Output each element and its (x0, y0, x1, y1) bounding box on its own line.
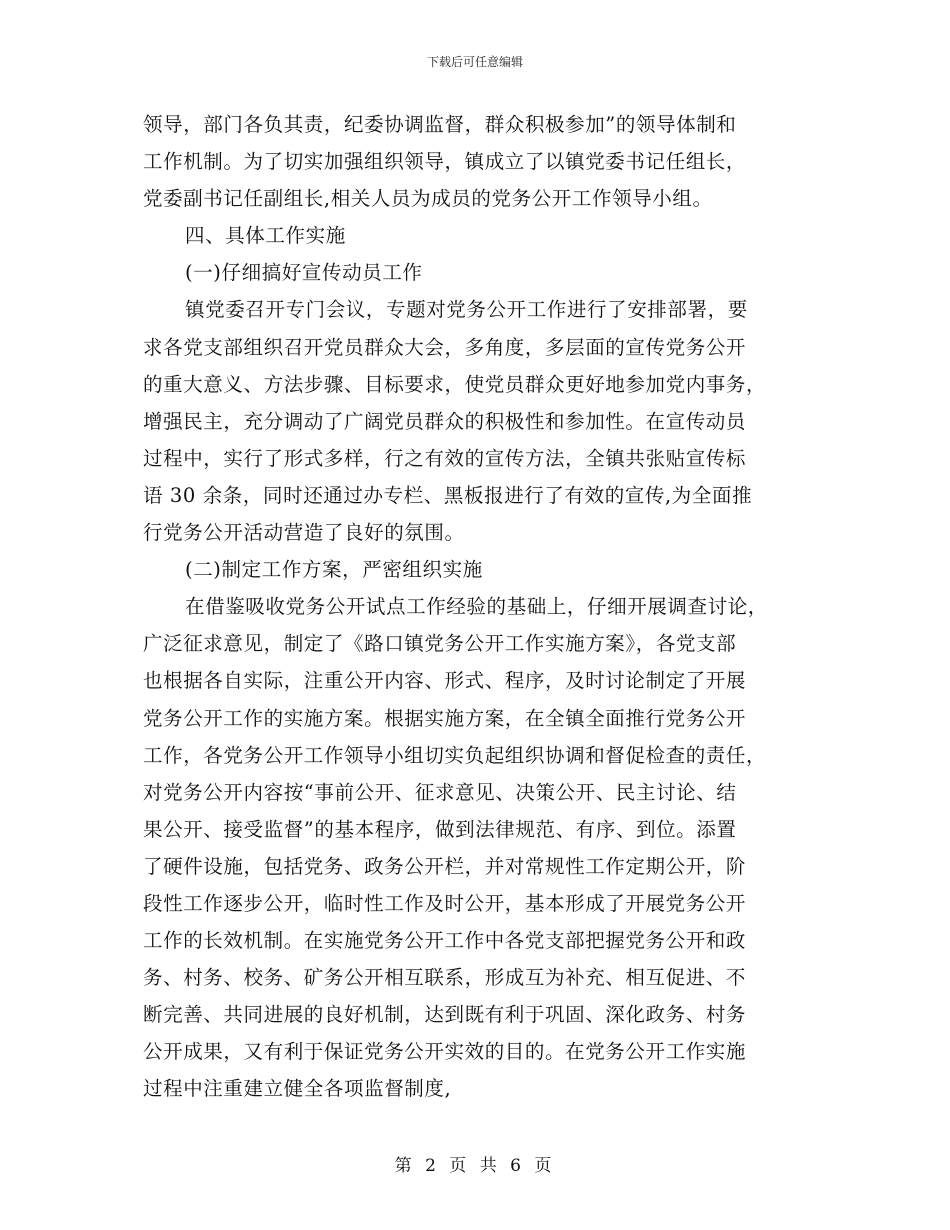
body-line: 果公开、接受监督”的基本程序，做到法律规范、有序、到位。添置 (143, 817, 737, 841)
body-line: 行党务公开活动营造了良好的氛围。 (143, 521, 465, 545)
body-line: 广泛征求意见，制定了《路口镇党务公开工作实施方案》，各党支部 (143, 632, 737, 656)
body-line: 在借鉴吸收党务公开试点工作经验的基础上，仔细开展调查讨论， (185, 595, 768, 619)
body-line: 领导，部门各负其责，纪委协调监督，群众积极参加”的领导体制和 (143, 113, 737, 136)
page-number: 第 2 页 共 6 页 (394, 1156, 556, 1176)
section-heading: 四、具体工作实施 (185, 224, 346, 248)
body-line: 的重大意义、方法步骤、目标要求，使党员群众更好地参加党内事务， (143, 372, 767, 396)
body-line: 公开成果，又有利于保证党务公开实效的目的。在党务公开工作实施 (143, 1040, 747, 1064)
body-line: 对党务公开内容按“事前公开、征求意见、决策公开、民主讨论、结 (143, 780, 737, 804)
page-header: 下载后可任意编辑 (426, 55, 523, 69)
body-line: 过程中注重建立健全各项监督制度, (143, 1077, 452, 1101)
subsection-heading: (二)制定工作方案，严密组织实施 (185, 558, 483, 582)
body-line: 党委副书记任副组长,相关人员为成员的党务公开工作领导小组。 (143, 187, 713, 211)
body-line: 务、村务、校务、矿务公开相互联系，形成互为补充、相互促进、不 (143, 966, 747, 990)
body-line: 段性工作逐步公开，临时性工作及时公开，基本形成了开展党务公开 (143, 891, 747, 915)
body-line: 工作的长效机制。在实施党务公开工作中各党支部把握党务公开和政 (143, 929, 747, 953)
body-line: 语 30 余条，同时还通过办专栏、黑板报进行了有效的宣传,为全面推 (143, 483, 753, 507)
body-line: 求各党支部组织召开党员群众大会，多角度，多层面的宣传党务公开 (143, 335, 747, 359)
body-line: 增强民主，充分调动了广阔党员群众的积极性和参加性。在宣传动员 (143, 409, 747, 433)
body-line: 镇党委召开专门会议，专题对党务公开工作进行了安排部署，要 (185, 298, 748, 322)
subsection-heading: (一)仔细搞好宣传动员工作 (185, 261, 423, 285)
body-line: 党务公开工作的实施方案。根据实施方案，在全镇全面推行党务公开 (143, 706, 747, 730)
document-body (143, 106, 807, 1108)
body-line: 也根据各自实际，注重公开内容、形式、程序，及时讨论制定了开展 (143, 669, 747, 693)
body-line: 工作机制。为了切实加强组织领导，镇成立了以镇党委书记任组长， (143, 150, 747, 174)
body-line: 断完善、共同进展的良好机制，达到既有利于巩固、深化政务、村务 (143, 1003, 747, 1027)
body-line: 过程中，实行了形式多样，行之有效的宣传方法，全镇共张贴宣传标 (143, 446, 747, 470)
body-line: 工作，各党务公开工作领导小组切实负起组织协调和督促检查的责任， (143, 743, 767, 767)
body-line: 了硬件设施，包括党务、政务公开栏，并对常规性工作定期公开，阶 (143, 854, 747, 878)
